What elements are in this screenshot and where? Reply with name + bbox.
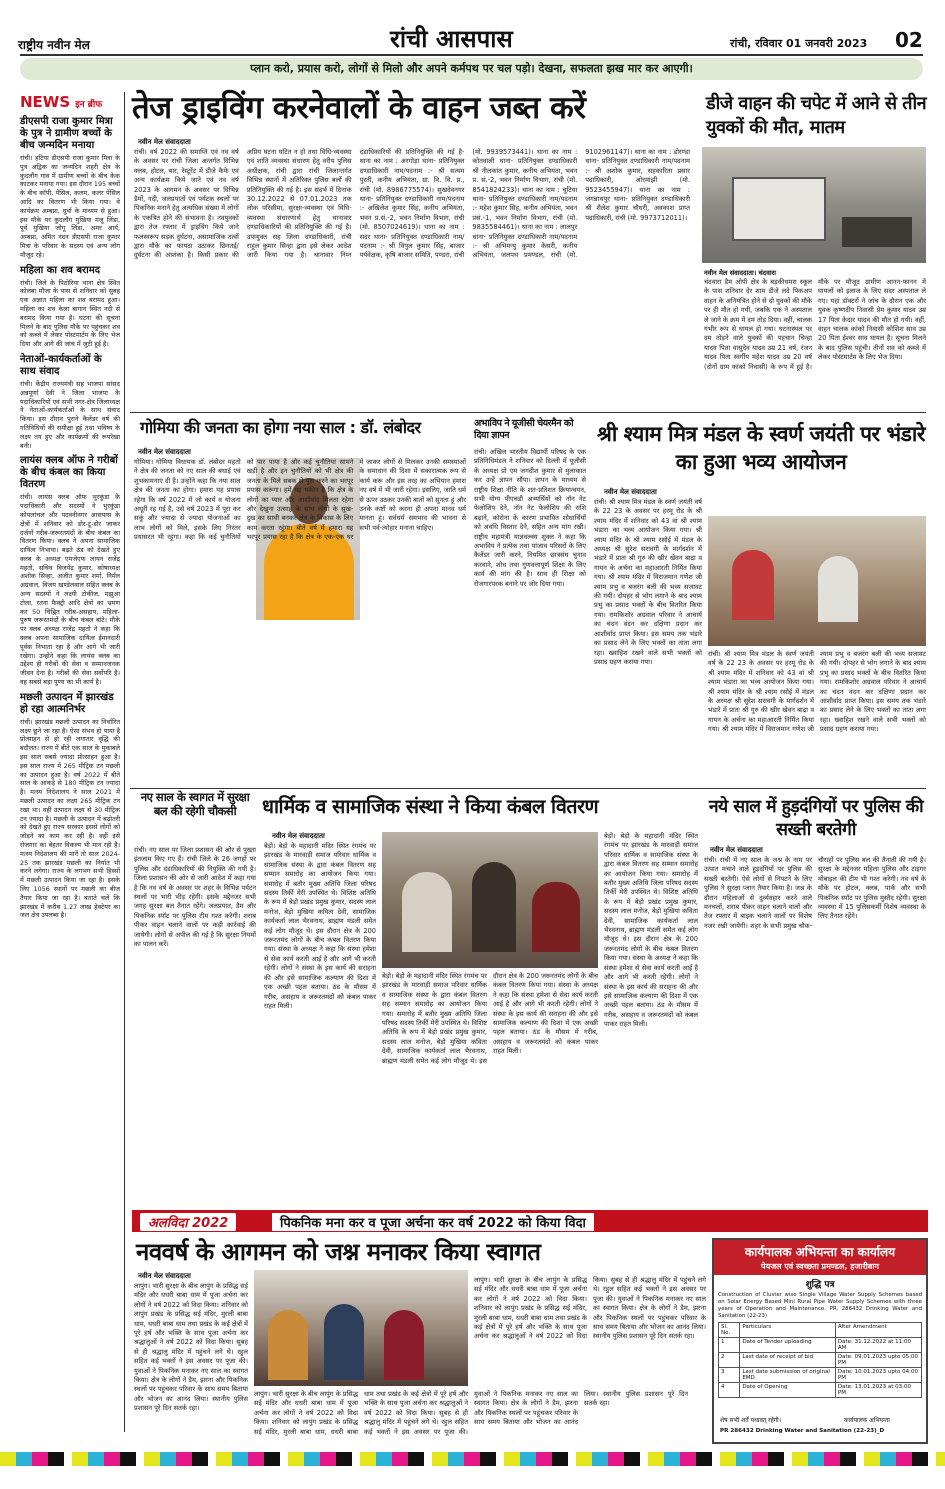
notice-footer-right: कार्यपालक अभियन्ता <box>844 1417 890 1424</box>
vehicle-shape <box>732 177 826 241</box>
alvida-band-title: पिकनिक मना कर व पूजा अर्चना कर वर्ष 2022 को किया विदा <box>272 1213 594 1231</box>
gomia-body: गोमिया। गोमिया विधायक डॉ. लंबोदर महतो ने क्षेत्र की जनता को नए साल की बधाई एवं शुभकामनाएं दी है। उन्होंने कहा कि नया साल क्षेत्र की जनता का होगा। हमारा यह प्रयास रहेगा कि वर्ष 2022 में जो कार्य व योजना अधूरी रह गई है, उसे वर्ष 2023 में पूरा कर सकूं और ज्यादा से ज्यादा योजनाओं का लाभ लोगों को मिले, इसके लिए निरंतर प्रयासरत भी रहूंगा। कहा कि कई चुनौतियों को पार पाया है और कई चुनौतियां सामने खड़ी है और इन चुनौतियों को भी क्षेत्र की जनता के मिले सबक से पूरा करने का भरपूर प्रयास करूंगा। हमें यह यकीन है कि क्षेत्र के लोगों का प्यार और आशीर्वाद मिलता रहेगा और देखुना उत्साह के साथ लोगों के सुख-दुख का साथी बनकर क्षेत्र के विकास के लिए काम करता रहूंगा। बीते वर्ष में हमारा यह भरपूर प्रयास रहा है कि क्षेत्र के एक-एक घर में जाकर लोगों से मिलकर उनकी समस्याओं के समाधान की दिशा में सकारात्मक रूप से कार्य करूं और इस तरह का अभियान हमारा नए वर्ष में भी जारी रहेगा। इसलिए, जाति धर्म से ऊपर उठकर उनकी बातों को सुनता हूं और उनके कष्टों को करना ही अपना मानव धर्म मानता हूं। सर्वधर्म समभाव की भावना से सभी पर्व-त्योहार मनाना चाहिए। <box>134 458 466 542</box>
table-cell: Date: 09.01.2023 upto 05:00 PM <box>835 1353 921 1368</box>
brief-headline: लायंस क्लब ऑफ ने गरीबों के बीच कंबल का किया वितरण <box>20 455 118 491</box>
color-registration-strip <box>0 1452 945 1466</box>
hooligan-byline: नवीन मेल संवाददाता <box>710 846 763 854</box>
alvida-body-continued: लापुंग। भारी सुरक्षा के बीच लापुंग के प्रसिद्ध सई मंदिर और धधरी बाबा धाम में पूजा अर्चना कर लोगों ने वर्ष 2022 को विदा किया। शनिवार को लापुंग प्रखंड के प्रसिद्ध सई मंदिर, मुरली बाबा धाम, धधरी बाबा धाम तथा प्रखंड के कई क्षेत्रों में पूरे हर्ष और भक्ति के साथ पूजा अर्चना कर श्रद्धालुओं ने वर्ष 2022 को विदा किया। सुबह से ही श्रद्धालु मंदिर में पहुंचने लगे थे। रहुल सहित कई भक्तों ने इस अवसर पर पूजा की। युवाओं ने पिकनिक मनाकर नए साल का स्वागत किया। क्षेत्र के लोगों ने डैम, झरना और पिकनिक स्थलों पर पहुंचकर परिवार के साथ समय बिताया और भोजन का आनंद लिया। स्थानीय पुलिस प्रशासन पूरे दिन सतर्क रहा। <box>254 1390 688 1436</box>
brief-headline: डीएसपी राजा कुमार मित्रा के पुत्र ने ग्रामीण बच्चों के बीच जन्मदिन मनाया <box>20 116 113 151</box>
alvida-byline: नवीन मेल संवाददाता <box>138 1272 191 1280</box>
table-cell: 2 <box>719 1353 740 1368</box>
column-divider <box>124 92 125 1432</box>
news-tag-main: NEWS <box>20 93 71 111</box>
dj-caption: नवीन मेल संवाददाता। चंदवारा <box>704 269 776 277</box>
person-shape <box>532 882 580 952</box>
section-title: रांची आसपास <box>390 25 513 53</box>
shyam-headline: श्री श्याम मित्र मंडल के स्वर्ण जयंती पर भंडारे का हुआ भव्य आयोजन <box>597 422 925 474</box>
masthead-rule <box>20 54 923 56</box>
gomia-headline: गोमिया की जनता का होगा नया साल : डॉ. लंबोदर <box>140 418 421 437</box>
hooligan-body: रांची। रांची में नए साल के जश्न के नाम पर उत्पात मचाने वाले हुड़दंगियों पर पुलिस की सख्ती बरतेगी। ऐसे लोगों से निपटने के लिए पुलिस ने सुरक्षा प्लान तैयार किया है। जश्न के दौरान महिलाओं से दुर्व्यवहार करने वाले मनचलों, शराब पीकर वाहन चलाने वालों और तेज रफ्तार में बाइक चलाने वालों पर विशेष नजर रखी जायेगी। शहर के सभी प्रमुख चौक-चौराहों पर पुलिस बल की तैनाती की गयी है। सुरक्षा के मद्देनजर महिला पुलिस और टाइगर मोबाइल की टीम भी गश्त करेगी। नव वर्ष के मौके पर होटल, क्लब, पार्क और सभी पिकनिक स्पॉट पर पुलिस मुस्तैद रहेगी। सुरक्षा व्यवस्था में 15 पुलिसकर्मी विशेष व्यवस्था के लिए तैनात रहेंगे। <box>704 856 926 930</box>
edition-date: रांची, रविवार 01 जनवरी 2023 <box>730 37 868 50</box>
notice-pr-number: PR 286432 Drinking Water and Sanitation (22-23)_D <box>720 1428 885 1434</box>
table-cell: Date: 31.12.2022 at 11:00 AM <box>835 1338 921 1353</box>
alvida-tag: अलविदा 2022 <box>140 1213 236 1231</box>
police-headline: नए साल के स्वागत में सुरक्षा बल की रहेगी चौकसी <box>140 790 250 818</box>
table-cell: Date of Tender uploading <box>740 1338 836 1353</box>
section-rule <box>130 788 926 789</box>
blanket-byline: नवीन मेल संवाददाता <box>272 832 325 840</box>
table-cell: Date: 10.01.2023 upto 04:00 PM <box>835 1368 921 1383</box>
table-cell: 3 <box>719 1368 740 1383</box>
police-body: रांची। नए साल पर जिला प्रशासन की ओर से पुख्ता इंतजाम किए गए हैं। रांची जिले के 26 जगहों पर पुलिस और दंडाधिकारियों की नियुक्ति की गयी है। जिला प्रशासन की ओर से जारी आदेश में कहा गया है कि नव वर्ष के अवसर पर शहर के विभिन्न पर्यटन स्थलों पर भारी भीड़ रहेगी। इसके मद्देनजर सभी जगह सुरक्षा बल तैनात रहेंगे। जलप्रपात, डैम और पिकनिक स्पॉट पर पुलिस टीम गश्त करेगी। शराब पीकर वाहन चलाने वालों पर कड़ी कार्रवाई की जायेगी। लोगों से अपील की गई है कि सुरक्षा नियमों का पालन करें। <box>134 846 256 949</box>
person-shape <box>384 1310 424 1380</box>
accident-photo <box>702 147 926 263</box>
shyam-body: रांची। श्री श्याम मित्र मंडल के स्वर्ण जयंती वर्ष के 22 23 के अवसर पर हरमू रोड के श्री श्याम मंदिर में शनिवार को 43 वां श्री श्याम भंडारा का भव्य आयोजन किया गया। श्री श्याम मंदिर के श्री श्याम रसोई में मंडल के अध्यक्ष श्री सुरेश सरावगी के मार्गदर्शन में भंडारे में प्रातः श्री गुरु की खीर खेवन बाद्रा व गायन के अर्चना का महाआरती निर्मित किया गया। श्री श्याम मंदिर में विराजमान गणेश जी श्याम प्रभु व बजरंग बली की भव्य सजावट की गयी। दोपहर से भोग लगाने के बाद श्याम प्रभु का प्रसाद भक्तों के बीच वितरित किया गया। रामकिशोर अग्रवाल परिवार ने आचार्य का चंदन वंदन कर दक्षिणा प्रदान कर आशीर्वाद प्राप्त किया। इस समय तक भंडारे का प्रसाद लेने के लिए भक्तों का तांता लगा रहा। ख्वाहिश रखने वाले सभी भक्तों को प्रसाद ग्रहण कराया गया। <box>594 498 702 666</box>
person-shape <box>402 872 452 952</box>
person-shape <box>472 862 516 952</box>
blanket-body-continued: बेड़ो। बेड़ो के महादानी मंदिर स्थित रंगमंच पर झारखंड के मारवाड़ी समाज परिवार धार्मिक व सामाजिक संस्था के द्वारा कंबल वितरण सह सम्मान समारोह का आयोजन किया गया। समारोह में बतौर मुख्य अतिथि जिला परिषद सदस्य तिर्की मेरी उपस्थित थे। विशिष्ट अतिथि के रूप में बेड़ो प्रखंड प्रमुख कुमार, सदस्य लाल मनोज, बेड़ो मुखिया कविता देवी, सामाजिक कार्यकर्ता लाल भैरवनाथ, ब्राह्मण मंडली समेत कई लोग मौजूद थे। इस दौरान क्षेत्र के 200 जरूरतमंद लोगों के बीच कंबल वितरण किया गया। संस्था के अध्यक्ष ने कहा कि संस्था हमेशा से सेवा कार्य करती आई है और आगे भी करती रहेगी। लोगों ने संस्था के इस कार्य की सराहना की और इसे सामाजिक कल्याण की दिशा में एक अच्छी पहल बताया। ठंड के मौसम में गरीब, असहाय व जरूरतमंदों को कंबल पाकर राहत मिली। <box>382 972 598 1065</box>
masthead <box>0 0 945 60</box>
blanket-headline: धार्मिक व सामाजिक संस्था ने किया कंबल वितरण <box>262 795 599 818</box>
lead-byline: नवीन मेल संवाददाता <box>138 138 191 146</box>
shyam-byline: नवीन मेल संवाददाता <box>604 488 657 496</box>
blanket-photo <box>382 832 598 968</box>
table-cell: 4 <box>719 1383 740 1398</box>
brief-body: रांची। झारखंड मछली उत्पादन का निर्धारित लक्ष्य छूने जा रहा है। ऐसा संभव हो पाया है प्रोत्साहन से हो रही लगातार वृद्धि की बदौलत। राज्य में बीते एक साल के मुकाबले इस साल सबसे ज्यादा प्रोत्साहन हुआ है। इस साल राज्य में 265 मीट्रिक टन मछली का उत्पादन हुआ है। वर्ष 2022 में बीते साल के आंकड़े से 180 मीट्रिक टन ज्यादा है। मत्स्य निदेशालय ने साल 2021 में मछली उत्पादन का लक्ष्य 265 मीट्रिक टन रखा था। वहीं उत्पादन लक्ष्य से 30 मीट्रिक टन ज्यादा है। मछली के उत्पादन में बढ़ोतरी को देखते हुए राज्य सरकार इससे लोगों को जोड़ने का काम कर रही है। वहीं इसे रोजगार का बेहतर विकल्प भी मान रही है। मत्स्य निदेशालय की मानें तो साल 2024-25 तक झारखंड मछली का निर्यात भी करने लगेगा। राज्य के लगभग सभी हिस्सों में मछली उत्पादन किया जा रहा है। इसके लिए 1056 स्थानों पर मछली का बीज तैयार किया जा रहा है। बताते चलें कि झारखंड में करीब 1.27 लाख हेक्टेयर का जल क्षेत्र उपलब्ध है। <box>20 717 120 920</box>
bhandara-photo <box>708 516 926 646</box>
table-cell: Last date submission of original EMD <box>740 1368 836 1383</box>
brief-headline: महिला का शव बरामद <box>20 264 101 276</box>
brief-headline: नेताओं-कार्यकर्ताओं के साथ संवाद <box>20 353 102 377</box>
slogan-banner: प्लान करो, प्रयास करो, लोगों से मिलो और अपने कर्मपथ पर चल पड़ो। देखना, सफलता झख मार कर आएगी। <box>20 58 923 80</box>
gomia-byline: नवीन मेल संवाददाता <box>138 448 191 456</box>
news-in-brief-sidebar <box>20 92 120 1430</box>
section-rule <box>130 412 926 413</box>
table-cell: Date of Opening <box>740 1383 836 1398</box>
dj-headline: डीजे वाहन की चपेट में आने से तीन युवकों की मौत, मातम <box>706 93 927 138</box>
table-cell: 1 <box>719 1338 740 1353</box>
table-cell: Date: 13.01.2023 at 03:00 PM <box>835 1383 921 1398</box>
table-header: After Amendment <box>835 1323 921 1338</box>
paper-name: राष्ट्रीय नवीन मेल <box>18 38 90 52</box>
table-header: Particulars <box>740 1323 836 1338</box>
hooligan-headline: नये साल में हुड़दंगियों पर पुलिस की सख्ती बरतेगी <box>708 797 924 840</box>
notice-footer-left: शेष सभी शर्तें यथावत् रहेंगी। <box>720 1417 781 1424</box>
alvida-band <box>132 1210 928 1232</box>
abvp-body: रांची। अखिल भारतीय विद्यार्थी परिषद के एक प्रतिनिधिमंडल ने शनिवार को दिल्ली में यूजीसी के अध्यक्ष प्रो एम जगदीश कुमार से मुलाकात कर उन्हें ज्ञापन सौंपा। ज्ञापन के माध्यम से राष्ट्रीय शिक्षा नीति के शत-प्रतिशत क्रियान्वयन, सभी योग्य पीएचडी अभ्यर्थियों को नॉन नेट फेलोशिप देने, नॉन नेट फेलोशिप की राशि बढ़ाने, कोरोना के कारण प्रभावित शोधार्थियों को अवधि विस्तार देने, सहित अन्य मांग रखी। राष्ट्रीय महामंत्री याज्ञवल्क्य शुक्ल ने कहा कि अभाविप ने प्रत्येक तथा पांजाव परिसरों के लिए कैलेंडर जारी करने, नियमित छात्रसंघ चुनाव करवाने, शोध तथा गुणवत्तापूर्ण शिक्षा के लिए कार्य की मांग की है। साथ ही शिक्षा को रोजगारपरक बनाने पर जोर दिया गया। <box>474 448 586 588</box>
notice-subtitle: पेयजल एवं स्वच्छता प्रमण्डल, हजारीबाग <box>714 1260 926 1275</box>
lead-body: रांची। वर्ष 2022 की समाप्ति एवं नव वर्ष के अवसर पर रांची जिला अन्तर्गत विभिन्न क्लब, होटल, बार, रेस्टूरेंट में डीजे कैफे एवं अन्य कार्यक्रम किये जाने एवं नव वर्ष 2023 के आगमन के अवसर पर विभिन्न डैमों, नदी, जलप्रपातों एवं पर्यटक स्थलों पर पिकनिक मनाने हेतु अत्यधिक संख्या में लोगों के एकत्रित होने की संभावना है। नवयुवकों द्वारा तेज रफ्तार में ड्राइविंग किये जाने फलस्वरूप सड़क दुर्घटना, असामाजिक तत्वों द्वारा मौके का फायदा उठाकर छिनतई/दुर्घटना की आशंका है। किसी प्रकार की अप्रिय घटना घटित न हो तथा विधि-व्यवस्था एवं शांति व्यवस्था संधारण हेतु वरीय पुलिस अधीक्षक, रांची द्वारा रांची जिलान्तर्गत विभिन्न स्थानों में अतिरिक्त पुलिस बलों की प्रतिनियुक्ति की गई है। इस संदर्भ में दिनांक 30.12.2022 से 07.01.2023 तक लोक परिसीमा, सुरक्षा-व्यवस्था एवं विधि-व्यवस्था संधारणार्थ हेतु थानावार दण्डाधिकारियों की प्रतिनियुक्ति की गई है। उपायुक्त सह जिला दण्डाधिकारी, रांची राहुल कुमार सिन्हा द्वारा इसे लेकर आदेश जारी किया गया है। थानावार निम्न दंडाधिकारियों की प्रतिनियुक्ति की गई है- थाना का नाम : अरगोड़ा थाना- प्रतिनियुक्त दण्डाधिकारी नाम/पदनाम :- श्री सत्यम पुरती, कनीय अभियंता, ग्रा. वि. वि. प्र., रांची (मो. 8986775574)। सुखदेवनगर थाना- प्रतिनियुक्त दण्डाधिकारी नाम/पदनाम :- अखिलेश कुमार सिंह, कनीय अभियंता, भवन प्र.सं.-2, भवन निर्माण विभाग, रांची (मो. 8507024619)। धाना का नाम : सदर थाना- प्रतिनियुक्त दण्डाधिकारी नाम/पदनाम :- श्री विपुल कुमार सिंह, बाजार पर्यवेक्षक, कृषि बाजार समिति, पण्डरा, रांची (मो. 9939573441)। थाना का नाम : कोतवाली थाना- प्रतिनियुक्त दण्डाधिकारी श्री नीलकांत कुमार, कनीय अभियंता, भवन प्र. सं.-2, भवन निर्माण विभाग, रांची (मो. 8541824233)। थाना का नाम : चुटिया थाना- प्रतिनियुक्त दण्डाधिकारी नाम/पदनाम :- महेश कुमार सिंह, कनीय अभियंता, भवन प्रसं.-1, भवन निर्माण विभाग, रांची (मो. 9835584461)। थाना का नाम : लालपुर थाना- प्रतिनियुक्त दण्डाधिकारी नाम/पदनाम :- श्री अभिमन्यु कुमार केसरी, कनीय अभियंता, जलपथ प्रमण्डल, रांची (मो. 9102961147)। थाना का नाम : डोरण्डा थाना- प्रतिनियुक्त दण्डाधिकारी नाम/पदनाम :- श्री अशोक कुमार, सहकारिता प्रसार पदाधिकारी, ओरमांझी (मो. 9523455947)। थाना का नाम : जगन्नाथपुर थाना- प्रतिनियुक्त दण्डाधिकारी श्री शैलेश कुमार चौधरी, अवकाश प्राप्त पदाधिकारी, रांची (मो. 9973712011)। <box>134 148 690 260</box>
news-tag-sub: इन ब्रीफ <box>75 100 103 110</box>
alvida-body-tail: लापुंग। भारी सुरक्षा के बीच लापुंग के प्रसिद्ध सई मंदिर और धधरी बाबा धाम में पूजा अर्चना कर लोगों ने वर्ष 2022 को विदा किया। शनिवार को लापुंग प्रखंड के प्रसिद्ध सई मंदिर, मुरली बाबा धाम, धधरी बाबा धाम तथा प्रखंड के कई क्षेत्रों में पूरे हर्ष और भक्ति के साथ पूजा अर्चना कर श्रद्धालुओं ने वर्ष 2022 को विदा किया। सुबह से ही श्रद्धालु मंदिर में पहुंचने लगे थे। रहुल सहित कई भक्तों ने इस अवसर पर पूजा की। युवाओं ने पिकनिक मनाकर नए साल का स्वागत किया। क्षेत्र के लोगों ने डैम, झरना और पिकनिक स्थलों पर पहुंचकर परिवार के साथ समय बिताया और भोजन का आनंद लिया। स्थानीय पुलिस प्रशासन पूरे दिन सतर्क रहा। <box>474 1276 706 1341</box>
person-shape <box>324 1304 364 1380</box>
abvp-headline: अभाविप ने यूजीसी चेयरमैन को दिया ज्ञापन <box>474 418 574 441</box>
table-cell: Last date of receipt of bid <box>740 1353 836 1368</box>
tender-notice <box>712 1238 928 1444</box>
lead-headline: तेज ड्राइविंग करनेवालों के वाहन जब्त करें <box>132 90 586 126</box>
shyam-body-continued: रांची। श्री श्याम मित्र मंडल के स्वर्ण जयंती वर्ष के 22 23 के अवसर पर हरमू रोड के श्री श्याम मंदिर में शनिवार को 43 वां श्री श्याम भंडारा का भव्य आयोजन किया गया। श्री श्याम मंदिर के श्री श्याम रसोई में मंडल के अध्यक्ष श्री सुरेश सरावगी के मार्गदर्शन में भंडारे में प्रातः श्री गुरु की खीर खेवन बाद्रा व गायन के अर्चना का महाआरती निर्मित किया गया। श्री श्याम मंदिर में विराजमान गणेश जी श्याम प्रभु व बजरंग बली की भव्य सजावट की गयी। दोपहर से भोग लगाने के बाद श्याम प्रभु का प्रसाद भक्तों के बीच वितरित किया गया। रामकिशोर अग्रवाल परिवार ने आचार्य का चंदन वंदन कर दक्षिणा प्रदान कर आशीर्वाद प्राप्त किया। इस समय तक भंडारे का प्रसाद लेने के लिए भक्तों का तांता लगा रहा। ख्वाहिश रखने वाले सभी भक्तों को प्रसाद ग्रहण कराया गया। <box>708 650 926 734</box>
notice-table <box>718 1322 922 1398</box>
table-row <box>719 1383 922 1398</box>
table-row <box>719 1368 922 1383</box>
brief-body: रांची। केंद्रीय राज्यमंत्री सह भाजपा सांसद अन्नपूर्णा देवी ने जिला भाजपा के पदाधिकारियों एवं सभी नगर-क्षेत्र जिलाध्यक्ष ने नेताओं-कार्यकर्ताओं के साथ संवाद किया। इस दौरान पुराने कैलेंडर वर्ष की गतिविधियों की समीक्षा हुई तथा भविष्य के लक्ष्य तय हुए और कार्यक्रमों की रूपरेखा बनी। <box>20 379 120 450</box>
news-in-brief-tag <box>20 92 120 111</box>
blanket-body: बेड़ो। बेड़ो के महादानी मंदिर स्थित रंगमंच पर झारखंड के मारवाड़ी समाज परिवार धार्मिक व सामाजिक संस्था के द्वारा कंबल वितरण सह सम्मान समारोह का आयोजन किया गया। समारोह में बतौर मुख्य अतिथि जिला परिषद सदस्य तिर्की मेरी उपस्थित थे। विशिष्ट अतिथि के रूप में बेड़ो प्रखंड प्रमुख कुमार, सदस्य लाल मनोज, बेड़ो मुखिया कविता देवी, सामाजिक कार्यकर्ता लाल भैरवनाथ, ब्राह्मण मंडली समेत कई लोग मौजूद थे। इस दौरान क्षेत्र के 200 जरूरतमंद लोगों के बीच कंबल वितरण किया गया। संस्था के अध्यक्ष ने कहा कि संस्था हमेशा से सेवा कार्य करती आई है और आगे भी करती रहेगी। लोगों ने संस्था के इस कार्य की सराहना की और इसे सामाजिक कल्याण की दिशा में एक अच्छी पहल बताया। ठंड के मौसम में गरीब, असहाय व जरूरतमंदों को कंबल पाकर राहत मिली। <box>264 842 376 1010</box>
notice-heading: शुद्धि पत्र <box>805 1280 835 1290</box>
table-header: Sl. No. <box>719 1323 740 1338</box>
page-number: 02 <box>895 28 923 52</box>
person-shape <box>268 1310 308 1380</box>
blanket-body-tail: बेड़ो। बेड़ो के महादानी मंदिर स्थित रंगमंच पर झारखंड के मारवाड़ी समाज परिवार धार्मिक व सामाजिक संस्था के द्वारा कंबल वितरण सह सम्मान समारोह का आयोजन किया गया। समारोह में बतौर मुख्य अतिथि जिला परिषद सदस्य तिर्की मेरी उपस्थित थे। विशिष्ट अतिथि के रूप में बेड़ो प्रखंड प्रमुख कुमार, सदस्य लाल मनोज, बेड़ो मुखिया कविता देवी, सामाजिक कार्यकर्ता लाल भैरवनाथ, ब्राह्मण मंडली समेत कई लोग मौजूद थे। इस दौरान क्षेत्र के 200 जरूरतमंद लोगों के बीच कंबल वितरण किया गया। संस्था के अध्यक्ष ने कहा कि संस्था हमेशा से सेवा कार्य करती आई है और आगे भी करती रहेगी। लोगों ने संस्था के इस कार्य की सराहना की और इसे सामाजिक कल्याण की दिशा में एक अच्छी पहल बताया। ठंड के मौसम में गरीब, असहाय व जरूरतमंदों को कंबल पाकर राहत मिली। <box>604 832 698 1029</box>
person-shape <box>732 550 774 620</box>
table-row <box>719 1353 922 1368</box>
brief-body: रांची। हटिया डीएसपी राजा कुमार मित्रा के पुत्र अद्विक का जन्मदिन शहरी क्षेत्र के कुदलौंग गांव में ग्रामीण बच्चों के बीच केक काटकर मनाया गया। इस दौरान 195 बच्चों के बीच कॉपी, पेंसिल, कलम, कलर पेंसिल आदि का वितरण भी किया गया। वे कार्यक्रम अम्बप्ना, धुर्वा के माध्यम से हुआ। इस मौके पर कुदलौंग मुखिया मंजू लिंडा, पूर्व मुखिया जोगू लिंडा, अमर आर्य, अम्बप्ना, अमित नंदन डीएसपी राजा कुमार मित्रा के परिवार के सदस्य एवं अन्य लोग मौजूद रहे। <box>20 154 120 259</box>
dj-body: चंदवारा डैम ओपी क्षेत्र के बड़कीधमरा स्कूल के पास शनिवार देर शाम डीजे लदे पिकअप वाहन के अनियंत्रित होने से दो युवकों की मौके पर ही मौत हो गयी, जबकि एक ने अस्पताल ले जाने के क्रम में दम तोड़ दिया। वहीं, चालक गंभीर रूप से घायल हो गया। घटनास्थल पर दम तोड़ने वाले युवकों की पहचान चिन्हा यादव पिता वासुदेव यादव उम्र 21 वर्ष, रंजन यादव पिता स्वर्गीय महेश यादव उम्र 20 वर्ष (दोनों ग्राम कांको निवासी) के रूप में हुई है। मौके पर मौजूद ग्रामीण आनन-फानन में घायलों को इलाज के लिए सदर अस्पताल ले गए। यहां डॉक्टरों ने जांच के दौरान एक और युवक कृष्णदीप निवासी प्रेम कुमार यादव उम्र 17 पिता केदार यादव की मौत हो गयी। वहीं, वाहन चालक कांको निवासी कोशिश साव उम्र 20 पिता ईश्वर साव घायल है। सूचना मिलने के बाद पुलिस पहुंची। तीनों शव को कब्जे में लेकर पोस्टमार्टम के लिए भेज दिया। <box>704 278 926 371</box>
alvida-headline: नववर्ष के आगमन को जश्न मनाकर किया स्वागत <box>136 1238 541 1266</box>
crowd-shape <box>842 217 912 247</box>
notice-intro: Construction of Cluster wise Single Village Water Supply Schemes based on Solar Energy Based Mini Rural Pipe Water Supply Schemes with three years of Operation and Maintenance. PR. 286432 Drinking Water and Sanitation (22-23) <box>718 1292 922 1319</box>
table-row <box>719 1338 922 1353</box>
picnic-photo <box>254 1270 468 1386</box>
brief-body: रांची। जिले के पिठोरिया थाना क्षेत्र स्थित कोलंबा मौजा के पास से शनिवार को सुबह एक अज्ञात महिला का शव बरामद हुआ। महिला का शव केला बागान स्थित नदी से बरामद किया गया है। घटना की सूचना मिलने के बाद पुलिस मौके पर पहुंचकर शव को कब्जे में लेकर पोस्टमार्टम के लिए भेज दिया और आगे की जांच में जुटी हुई है। <box>20 278 120 349</box>
brief-body: रांची। लायंस क्लब ऑफ भुरकुंडा के पदाधिकारी और सदस्यों ने भुरकुंडा कोयलांचल और पदवनीनगर आसपास के क्षेत्रों में शनिवार को डोर-टू-डोर जाकर दर्जनों गरीब-जरूरतमंदों के बीच कंबल का वितरण किया। क्लब ने अपना सामाजिक दायित्व निभाया। बढ़ते ठंड को देखते हुए क्लब के अध्यक्ष एमजेएफ लायन राजेंद्र महतो, सचिव विजयेंद्र कुमार, कोषाध्यक्ष अशोक सिन्हा, अजीत कुमार शर्मा, निर्मल अग्रवाल, विजय खण्डेलवाल सहित क्लब के अन्य सदस्यों ने लक्ष्यी टोकीज, मझुआ टोला, रतना फैक्ट्री आदि क्षेत्रों का भ्रमण कर 50 चिह्नित गरीब-असहाय, महिला-पुरुष जरूरतमंदों के बीच कंबल बांटे। मौके पर क्लब अध्यक्ष राजेंद्र महतो ने कहा कि क्लब अपना सामाजिक दायित्व ईमानदारी पूर्वक निभाता रहा है और आगे भी जारी रखेगा। उन्होंने कहा कि लायंस क्लब का उद्देश्य ही गरीबों की सेवा व सम्मानजनक जीवन देना है। गरीबों की सेवा सर्वोपरि है। वह सबसे बड़ा पुण्य का भी कार्य है। <box>20 493 120 687</box>
notice-title: कार्यपालक अभियन्ता का कार्यालय <box>714 1240 926 1260</box>
brief-headline: मछली उत्पादन में झारखंड हो रहा आत्मनिर्भर <box>20 691 114 715</box>
person-shape <box>818 556 858 622</box>
alvida-body: लापुंग। भारी सुरक्षा के बीच लापुंग के प्रसिद्ध सई मंदिर और धधरी बाबा धाम में पूजा अर्चना कर लोगों ने वर्ष 2022 को विदा किया। शनिवार को लापुंग प्रखंड के प्रसिद्ध सई मंदिर, मुरली बाबा धाम, धधरी बाबा धाम तथा प्रखंड के कई क्षेत्रों में पूरे हर्ष और भक्ति के साथ पूजा अर्चना कर श्रद्धालुओं ने वर्ष 2022 को विदा किया। सुबह से ही श्रद्धालु मंदिर में पहुंचने लगे थे। रहुल सहित कई भक्तों ने इस अवसर पर पूजा की। युवाओं ने पिकनिक मनाकर नए साल का स्वागत किया। क्षेत्र के लोगों ने डैम, झरना और पिकनिक स्थलों पर पहुंचकर परिवार के साथ समय बिताया और भोजन का आनंद लिया। स्थानीय पुलिस प्रशासन पूरे दिन सतर्क रहा। <box>134 1282 248 1413</box>
